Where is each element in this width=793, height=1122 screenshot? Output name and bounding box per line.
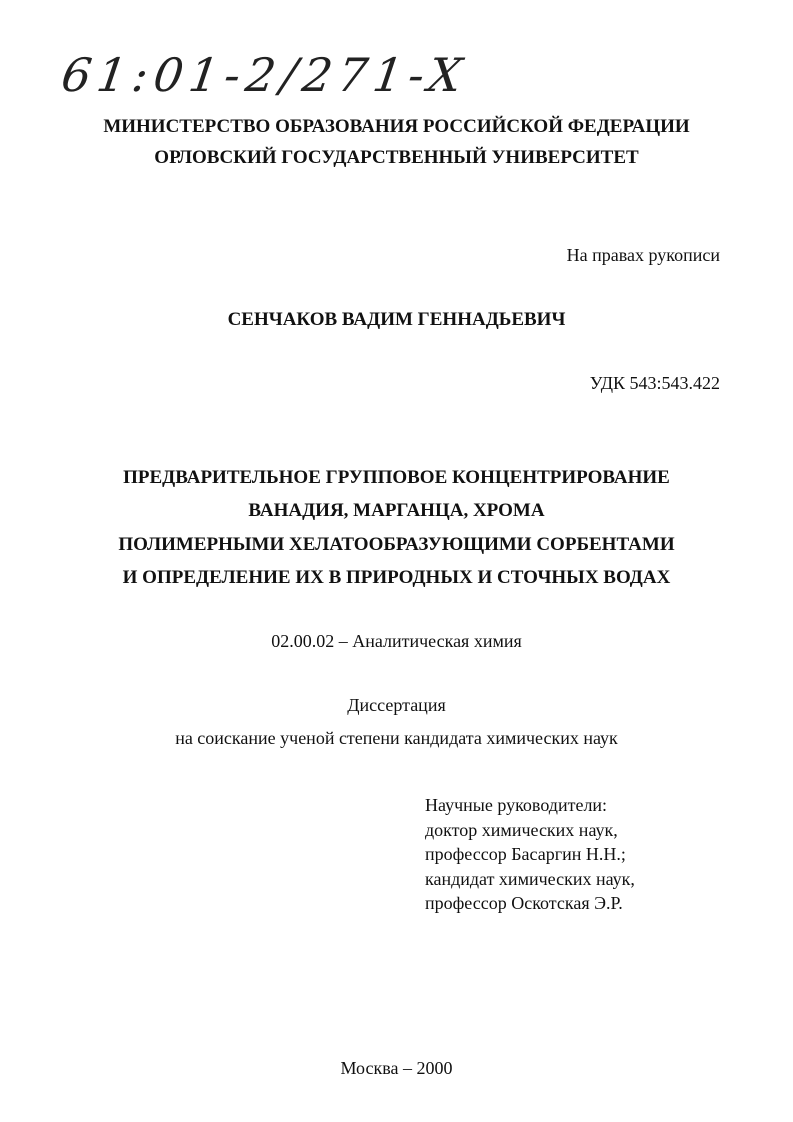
place-year: Москва – 2000 — [340, 1058, 453, 1078]
manuscript-note: На правах рукописи — [566, 245, 720, 265]
title-line: ВАНАДИЯ, МАРГАНЦА, ХРОМА — [248, 500, 545, 521]
supervisor-line: профессор Оскотская Э.Р. — [425, 893, 623, 913]
author-name: СЕНЧАКОВ ВАДИМ ГЕННАДЬЕВИЧ — [227, 309, 566, 330]
title-line: ПРЕДВАРИТЕЛЬНОЕ ГРУППОВОЕ КОНЦЕНТРИРОВАНИЕ — [123, 467, 670, 488]
title-line: И ОПРЕДЕЛЕНИЕ ИХ В ПРИРОДНЫХ И СТОЧНЫХ ВОДАХ — [122, 567, 671, 588]
ministry-heading: МИНИСТЕРСТВО ОБРАЗОВАНИЯ РОССИЙСКОЙ ФЕДЕРАЦИИ — [103, 116, 690, 137]
supervisor-line: доктор химических наук, — [425, 819, 618, 840]
supervisors-heading: Научные руководители: — [425, 795, 608, 815]
university-heading: ОРЛОВСКИЙ ГОСУДАРСТВЕННЫЙ УНИВЕРСИТЕТ — [154, 147, 639, 168]
udc-code: УДК 543:543.422 — [589, 373, 720, 393]
degree: на соискание ученой степени кандидата химических наук — [175, 728, 618, 748]
document-type: Диссертация — [347, 695, 446, 715]
handwritten-archive-number: 61:01-2/271-X — [58, 48, 472, 102]
specialty: 02.00.02 – Аналитическая химия — [271, 631, 522, 651]
supervisor-line: кандидат химических наук, — [425, 868, 635, 889]
supervisor-line: профессор Басаргин Н.Н.; — [425, 844, 626, 864]
supervisors-block — [425, 793, 635, 916]
title-line: ПОЛИМЕРНЫМИ ХЕЛАТООБРАЗУЮЩИМИ СОРБЕНТАМИ — [118, 534, 675, 555]
